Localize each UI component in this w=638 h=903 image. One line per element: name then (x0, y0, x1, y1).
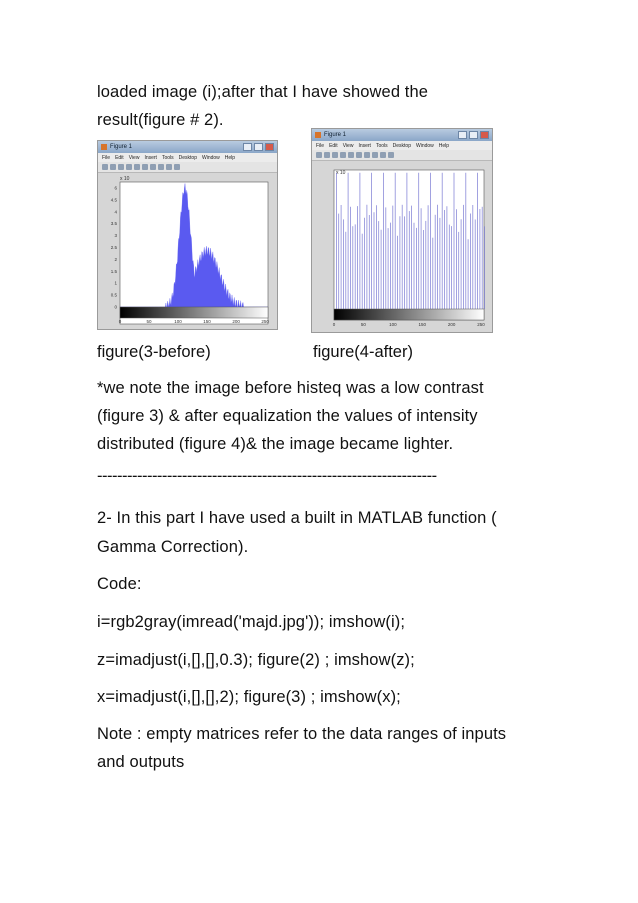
text-line: Note : empty matrices refer to the data ranges of inputs (97, 725, 507, 743)
menu-tools[interactable]: Tools (161, 154, 174, 161)
x-tick-label: 150 (203, 319, 211, 324)
x-tick-label: 0 (332, 322, 336, 327)
x-tick-label: 250 (477, 322, 485, 327)
zoom-in-icon[interactable] (142, 164, 148, 170)
text-line: distributed (figure 4)& the image became lighter. (97, 435, 454, 453)
menu-window[interactable]: Window (201, 154, 220, 161)
pointer-icon[interactable] (348, 152, 354, 158)
zoom-out-icon[interactable] (364, 152, 370, 158)
menu-help[interactable]: Help (224, 154, 236, 161)
figure-title: Figure 1 (324, 132, 347, 138)
y-tick-label: 0.5 (110, 292, 117, 298)
menu-tools[interactable]: Tools (375, 142, 388, 149)
figure-title: Figure 1 (110, 144, 133, 150)
caption-after: figure(4-after) (313, 343, 413, 361)
save-icon[interactable] (118, 164, 124, 170)
pan-icon[interactable] (158, 164, 164, 170)
maximize-icon[interactable] (254, 143, 263, 151)
y-tick-label: 6 (114, 185, 117, 191)
figure-menubar (98, 153, 277, 162)
histogram-before-plot (98, 172, 278, 330)
text-line: Gamma Correction). (97, 538, 249, 556)
menu-file[interactable]: File (102, 154, 111, 161)
x-tick-label: 200 (232, 319, 240, 324)
grayscale-colorbar (120, 307, 268, 318)
zoom-out-icon[interactable] (150, 164, 156, 170)
y-tick-label: 3.5 (110, 221, 117, 227)
figure-before-window (97, 140, 278, 330)
new-icon[interactable] (316, 152, 322, 158)
figure-titlebar (312, 129, 492, 141)
pointer-icon[interactable] (134, 164, 140, 170)
matlab-icon (101, 144, 107, 150)
code-label: Code: (97, 575, 142, 593)
histogram-after-plot (312, 160, 493, 333)
text-line: loaded image (i);after that I have showed the (97, 83, 429, 101)
menu-help[interactable]: Help (438, 142, 450, 149)
y-tick-label: 2.5 (110, 245, 117, 250)
datatip-icon[interactable] (174, 164, 180, 170)
x-tick-label: 50 (146, 319, 152, 324)
figure-after-window (311, 128, 493, 333)
code-line: i=rgb2gray(imread('majd.jpg')); imshow(i); (97, 613, 406, 631)
menu-window[interactable]: Window (415, 142, 434, 149)
x-tick-label: 100 (174, 319, 182, 324)
separator-line: -------------------------------------------------------------------- (97, 467, 437, 485)
text-line: and outputs (97, 753, 185, 771)
x-tick-label: 0 (118, 319, 122, 324)
x-tick-label: 50 (360, 322, 366, 327)
open-icon[interactable] (324, 152, 330, 158)
close-icon[interactable] (265, 143, 274, 151)
text-line: 2- In this part I have used a built in MATLAB function ( (97, 509, 497, 527)
code-line: x=imadjust(i,[],[],2); figure(3) ; imshow(x); (97, 688, 401, 706)
menu-insert[interactable]: Insert (358, 142, 371, 149)
axis-exponent: x 10 (336, 170, 346, 176)
y-tick-label: 1.5 (110, 268, 117, 274)
datatip-icon[interactable] (388, 152, 394, 158)
menu-edit[interactable]: Edit (115, 154, 124, 161)
caption-before: figure(3-before) (97, 343, 211, 361)
minimize-icon[interactable] (458, 131, 467, 139)
zoom-in-icon[interactable] (356, 152, 362, 158)
code-line: z=imadjust(i,[],[],0.3); figure(2) ; imshow(z); (97, 651, 415, 669)
minimize-icon[interactable] (243, 143, 252, 151)
x-tick-label: 250 (261, 319, 269, 324)
y-tick-label: 1 (114, 280, 117, 286)
y-tick-label: 3 (114, 233, 117, 239)
y-tick-label: 4 (114, 209, 117, 215)
matlab-icon (315, 132, 321, 138)
grayscale-colorbar (334, 309, 484, 320)
menu-file[interactable]: File (316, 142, 325, 149)
figure-titlebar (98, 141, 277, 153)
print-icon[interactable] (340, 152, 346, 158)
rotate-icon[interactable] (166, 164, 172, 170)
y-tick-label: 4.5 (110, 197, 117, 203)
text-line: (figure 3) & after equalization the values of intensity (97, 407, 478, 425)
save-icon[interactable] (332, 152, 338, 158)
close-icon[interactable] (480, 131, 489, 139)
print-icon[interactable] (126, 164, 132, 170)
maximize-icon[interactable] (469, 131, 478, 139)
open-icon[interactable] (110, 164, 116, 170)
y-tick-label: 2 (114, 256, 117, 262)
menu-desktop[interactable]: Desktop (178, 154, 197, 161)
text-line: result(figure # 2). (97, 111, 224, 129)
menu-view[interactable]: View (128, 154, 140, 161)
rotate-icon[interactable] (380, 152, 386, 158)
pan-icon[interactable] (372, 152, 378, 158)
menu-desktop[interactable]: Desktop (392, 142, 411, 149)
menu-view[interactable]: View (342, 142, 354, 149)
x-tick-label: 100 (389, 322, 397, 327)
menu-insert[interactable]: Insert (144, 154, 157, 161)
x-tick-label: 150 (418, 322, 426, 327)
axis-exponent: x 10 (120, 176, 130, 182)
menu-edit[interactable]: Edit (329, 142, 338, 149)
new-icon[interactable] (102, 164, 108, 170)
y-tick-label: 0 (114, 304, 117, 310)
x-tick-label: 200 (447, 322, 456, 327)
text-line: *we note the image before histeq was a low contrast (97, 379, 484, 397)
figure-menubar (312, 141, 492, 150)
